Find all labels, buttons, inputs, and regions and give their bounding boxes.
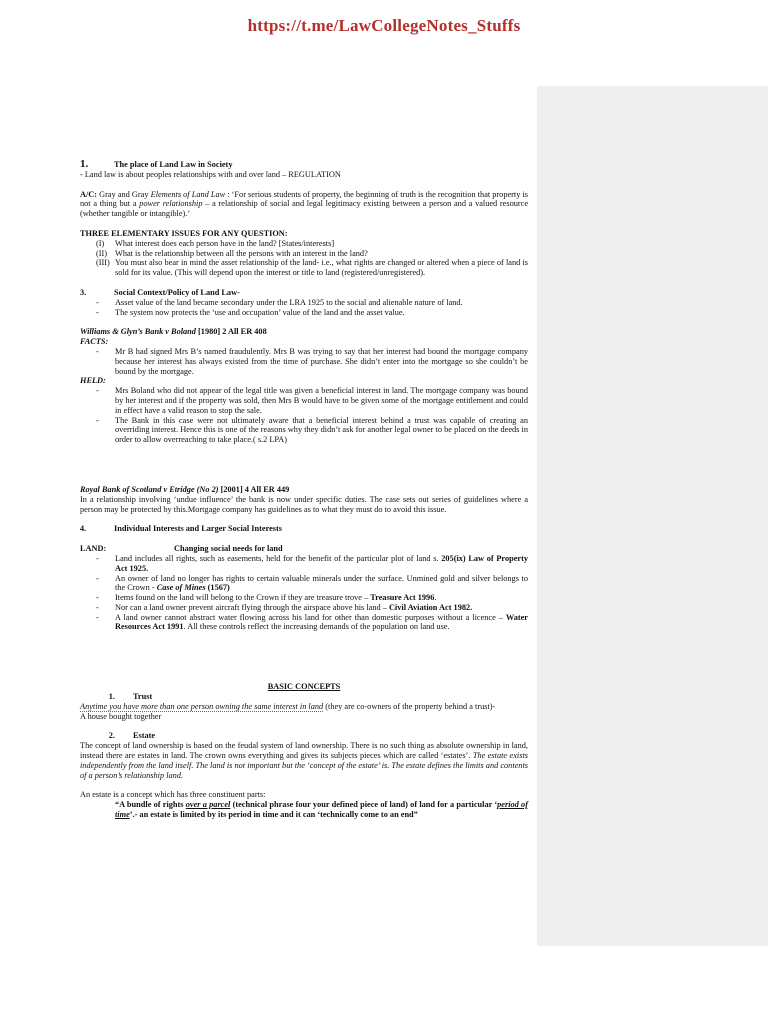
- section-1-line: - Land law is about peoples relationships with and over land – REGULATION: [80, 169, 341, 179]
- list-item: - Items found on the land will belong to the Crown if they are treasure trove – Treasure Act 1996.: [96, 593, 437, 603]
- list-item: - Nor can a land owner prevent aircraft flying through the airspace above his land – Civil Aviation Act 1982.: [96, 602, 473, 612]
- section-number: 1.: [80, 158, 89, 170]
- list-item: - Mrs Boland who did not appear of the legal title was given a beneficial interest in land. The mortgage company was bound by her interest and if the property was sold, then Mrs B would have to be given some of the mortgage entitlement and could in effect have a valid reason to stop the sale.: [96, 386, 528, 415]
- three-issues-heading: THREE ELEMENTARY ISSUES FOR ANY QUESTION:: [80, 228, 288, 238]
- trust-line2: A house bought together: [80, 711, 162, 721]
- facts-label: FACTS:: [80, 337, 109, 347]
- estate-quote: “A bundle of rights over a parcel (technical phrase four your defined piece of land) of land for a particular ‘period of time’.- an estate is limited by its period in time and it can ‘technically come to an end”: [115, 800, 528, 820]
- held-label: HELD:: [80, 376, 106, 386]
- land-heading: LAND: Changing social needs for land: [80, 544, 283, 554]
- section-1-heading: [80, 160, 528, 170]
- comment-pane: [537, 86, 768, 946]
- basic-concepts-heading: BASIC CONCEPTS: [267, 682, 341, 692]
- issue-item: (III) You must also bear in mind the asset relationship of the land- i.e., what rights are changed or altered when a piece of land is sold for its value. (This will depend upon the interest or title to land (registered/unregistered).: [96, 258, 528, 278]
- list-item: - A land owner cannot abstract water flowing across his land for other than domestic purposes without a licence – Water Resources Act 1991. All these controls reflect the increasing demands of the population on land use.: [96, 612, 528, 632]
- issue-item: (II) What is the relationship between all the persons with an interest in the land?: [96, 248, 368, 258]
- section-4-heading: 4. Individual Interests and Larger Social Interests: [80, 524, 283, 534]
- list-item: - Asset value of the land became secondary under the LRA 1925 to the social and alienable nature of land.: [96, 297, 463, 307]
- section-3-heading: 3. Social Context/Policy of Land Law-: [80, 287, 240, 297]
- issue-item: (I) What interest does each person have in the land? [States/interests]: [96, 238, 335, 248]
- list-item: - Land includes all rights, such as easements, held for the benefit of the particular plot of land s. 205(ix) Law of Property Act 1925.: [96, 553, 529, 573]
- ac-paragraph: A/C: Gray and Gray Elements of Land Law : ‘For serious students of property, the beginning of truth is the recognition that property is not a thing but a power relationship – a relationship of social and legal legitimacy existing between a person and a valued resource (whether tangible or intangible).’: [80, 189, 529, 219]
- list-item: - An owner of land no longer has rights to certain valuable minerals under the surface. Unmined gold and silver belongs to the Crown - Case of Mines (1567): [96, 573, 528, 593]
- list-item: - Mr B had signed Mrs B’s named fraudulently. Mrs B was trying to say that her interest had bound the mortgage company because her interest has always existed from the time of purchase. She didn’t enter into the mortgage so she couldn’t be bound by the mortgage.: [96, 346, 528, 376]
- list-item: - The Bank in this case were not ultimately aware that a beneficial interest behind a trust was capable of creating an overriding interest. Hence this is one of the reasons why they didn’t ask for another legal owner to be placed on the deeds in order to allow overreaching to take place.( s.2 LPA): [96, 415, 528, 445]
- trust-text: Anytime you have more than one person owning the same interest in land (they are co-owners of the property behind a trust)-: [80, 701, 496, 711]
- etridge-text: In a relationship involving ‘undue influence’ the bank is now under specific duties. The case sets out series of guidelines where a person may be protected by this.Mortgage company has guidelines as to what they must do to avoid this issue.: [80, 494, 528, 514]
- list-item: - The system now protects the ‘use and occupation’ value of the land and the asset value.: [96, 307, 405, 317]
- case-etridge: Royal Bank of Scotland v Etridge (No 2) [2001] 4 All ER 449: [80, 484, 290, 494]
- concept-estate-heading: 2. Estate: [108, 731, 156, 741]
- estate-text: The concept of land ownership is based on the feudal system of land ownership. There is no such thing as absolute ownership in land, instead there are estates in land. The crown owns everything and gives its subjects pieces which are called ‘estates’. The estate exists independently from the land itself. The land is not important but the ‘concept of the estate’ is. The estate defines the limits and contents of a person’s relationship land.: [80, 741, 528, 780]
- section-title: The place of Land Law in Society: [114, 160, 233, 169]
- header-link[interactable]: https://t.me/LawCollegeNotes_Stuffs: [247, 16, 521, 35]
- document-body: [80, 160, 528, 820]
- case-boland: Williams & Glyn’s Bank v Boland [1980] 2 All ER 408: [80, 327, 267, 337]
- estate-parts: An estate is a concept which has three constituent parts:: [80, 790, 266, 800]
- concept-trust-heading: 1. Trust: [108, 692, 153, 702]
